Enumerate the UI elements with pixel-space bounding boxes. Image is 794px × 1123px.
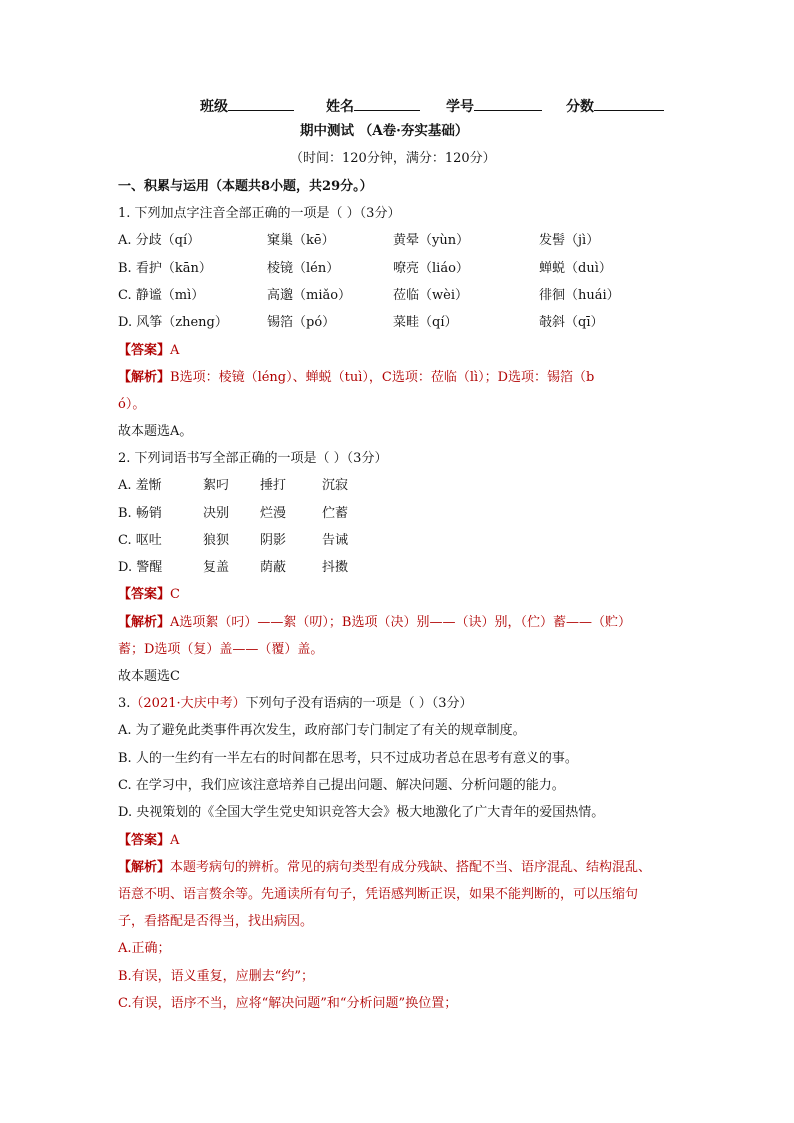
- q2-option-b-4: 伫蓄: [322, 506, 349, 521]
- q2-option-c-4: 告诫: [322, 533, 349, 548]
- q2-option-b: B. 畅销: [118, 506, 162, 521]
- q1-option-d-4: 攲斜（qī）: [539, 315, 604, 330]
- q1-option-a-3: 黄晕（yùn）: [393, 233, 470, 248]
- answer-value: C: [170, 587, 180, 602]
- q2-option-b-3: 烂漫: [260, 506, 287, 521]
- analysis-text: A选项絮（叼）——絮（叨）；B选项（决）别——（诀）别，（伫）蓄——（贮）: [170, 615, 631, 630]
- q1-stem: 1. 下列加点字注音全部正确的一项是（ ）（3分）: [118, 206, 401, 221]
- q3-number: 3.: [118, 696, 131, 711]
- analysis-text: 本题考病句的辨析。常见的病句类型有成分残缺、搭配不当、语序混乱、结构混乱、: [170, 860, 652, 875]
- q1-option-b-4: 蝉蜕（duì）: [539, 261, 612, 276]
- q1-analysis: [118, 369, 594, 387]
- q3-source: （2021·大庆中考）: [130, 696, 246, 711]
- q2-option-d-4: 抖擞: [322, 560, 349, 575]
- q3-option-c: C. 在学习中，我们应该注意培养自己提出问题、解决问题、分析问题的能力。: [118, 778, 565, 793]
- name-blank[interactable]: [354, 96, 420, 111]
- q3-analysis: [118, 859, 651, 877]
- name-label: 姓名: [326, 99, 354, 115]
- q2-option-a-4: 沉寂: [322, 478, 349, 493]
- q2-option-d: D. 警醒: [118, 560, 163, 575]
- q2-option-d-3: 荫蔽: [260, 560, 287, 575]
- id-field[interactable]: [446, 96, 542, 116]
- analysis-text: B选项：棱镜（léng）、蝉蜕（tuì），C选项：莅临（lì）；D选项：锡箔（b: [170, 370, 595, 385]
- q3-analysis-cont-1: 语意不明、语言赘余等。先通读所有句子，凭语感判断正误，如果不能判断的，可以压缩句: [118, 887, 639, 902]
- q3-point-c: C.有误，语序不当，应将“解决问题”和“分析问题”换位置；: [118, 996, 458, 1011]
- q1-analysis-cont: ó）。: [118, 397, 146, 412]
- class-label: 班级: [200, 99, 228, 115]
- q1-option-a: A. 分歧（qí）: [118, 233, 201, 248]
- q1-option-c-4: 徘徊（huái）: [539, 288, 620, 303]
- q2-analysis-cont: 蓄；D选项（复）盖——（覆）盖。: [118, 642, 324, 657]
- q3-point-b: B.有误，语义重复，应删去“约”；: [118, 969, 314, 984]
- analysis-tag: 【解析】: [118, 370, 171, 385]
- analysis-tag: 【解析】: [118, 860, 171, 875]
- q2-answer: [118, 586, 180, 604]
- q2-stem: 2. 下列词语书写全部正确的一项是（ ）（3分）: [118, 451, 388, 466]
- q3-stem-line: [118, 695, 473, 713]
- answer-tag: 【答案】: [118, 343, 171, 358]
- q2-conclusion: 故本题选C: [118, 669, 180, 684]
- class-field[interactable]: [200, 96, 294, 116]
- answer-tag: 【答案】: [118, 833, 171, 848]
- exam-title: 期中测试 （A卷·夯实基础）: [300, 123, 469, 139]
- q2-analysis: [118, 614, 631, 632]
- score-label: 分数: [566, 99, 594, 115]
- q2-option-b-2: 决别: [203, 506, 230, 521]
- q3-analysis-cont-2: 子，看搭配是否得当，找出病因。: [118, 914, 314, 929]
- q3-stem: 下列句子没有语病的一项是（ ）（3分）: [245, 696, 473, 711]
- q1-option-b-3: 嘹亮（liáo）: [393, 261, 469, 276]
- q2-option-c-3: 阴影: [260, 533, 287, 548]
- q1-option-c-2: 高邈（miǎo）: [267, 288, 352, 303]
- q3-option-b: B. 人的一生约有一半左右的时间都在思考，只不过成功者总在思考有意义的事。: [118, 751, 578, 766]
- q1-option-d-2: 锡箔（pó）: [267, 315, 336, 330]
- id-blank[interactable]: [474, 96, 542, 111]
- name-field[interactable]: [326, 96, 420, 116]
- q3-point-a: A.正确；: [118, 941, 171, 956]
- q1-answer: [118, 342, 179, 360]
- q1-option-c: C. 静谧（mì）: [118, 288, 205, 303]
- q1-option-b-2: 棱镜（lén）: [267, 261, 340, 276]
- q1-option-d: D. 风筝（zheng）: [118, 315, 228, 330]
- q2-option-a: A. 羞惭: [118, 478, 162, 493]
- q3-option-a: A. 为了避免此类事件再次发生，政府部门专门制定了有关的规章制度。: [118, 723, 526, 738]
- class-blank[interactable]: [228, 96, 294, 111]
- q2-option-d-2: 复盖: [203, 560, 230, 575]
- q1-option-a-4: 发髻（jì）: [539, 233, 600, 248]
- q1-conclusion: 故本题选A。: [118, 424, 193, 439]
- score-field[interactable]: [566, 96, 664, 116]
- q1-option-d-3: 菜畦（qí）: [393, 315, 458, 330]
- answer-value: A: [170, 833, 180, 848]
- section-heading: 一、积累与运用（本题共8小题，共29分。）: [118, 179, 373, 194]
- q1-option-b: B. 看护（kān）: [118, 261, 212, 276]
- time-note: （时间：120分钟，满分：120分）: [290, 151, 496, 166]
- answer-tag: 【答案】: [118, 587, 171, 602]
- q2-option-c: C. 呕吐: [118, 533, 162, 548]
- id-label: 学号: [446, 99, 474, 115]
- q3-answer: [118, 832, 179, 850]
- score-blank[interactable]: [594, 96, 664, 111]
- q2-option-a-2: 絮叼: [203, 478, 230, 493]
- answer-value: A: [170, 343, 180, 358]
- q1-option-a-2: 窠巢（kē）: [267, 233, 335, 248]
- analysis-tag: 【解析】: [118, 615, 171, 630]
- q2-option-a-3: 捶打: [260, 478, 287, 493]
- q3-option-d: D. 央视策划的《全国大学生党史知识竞答大会》极大地激化了广大青年的爱国热情。: [118, 805, 605, 820]
- q2-option-c-2: 狼狈: [203, 533, 230, 548]
- q1-option-c-3: 莅临（wèi）: [393, 288, 468, 303]
